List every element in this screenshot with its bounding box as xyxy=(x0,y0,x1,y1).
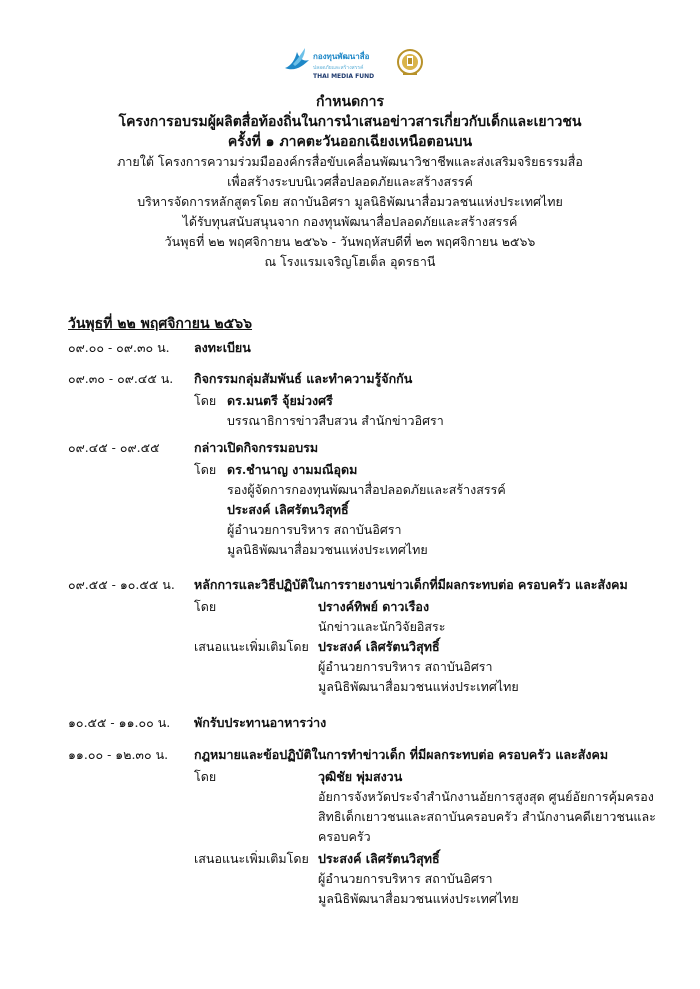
header-line: วันพุธที่ ๒๒ พฤศจิกายน ๒๕๖๖ - วันพฤหัสบดีที่ ๒๓ พฤศจิกายน ๒๕๖๖ xyxy=(164,234,536,249)
speaker-detail: ผู้อำนวยการบริหาร สถาบันอิศรา xyxy=(318,659,493,674)
speaker-role: เสนอแนะเพิ่มเติมโดย xyxy=(194,851,309,866)
schedule-topic: กฎหมายและข้อปฏิบัติในการทำข่าวเด็ก ที่มีผลกระทบต่อ ครอบครัว และสังคม xyxy=(194,747,609,762)
schedule-topic: กิจกรรมกลุ่มสัมพันธ์ และทำความรู้จักกัน xyxy=(194,371,413,386)
speaker-name: ประสงค์ เลิศรัตนวิสุทธิ์ xyxy=(227,502,349,517)
speaker-name: ปรางค์ทิพย์ ดาวเรือง xyxy=(318,599,430,614)
schedule-time: ๐๙.๓๐ - ๐๙.๔๕ น. xyxy=(68,371,174,386)
schedule-topic: พักรับประทานอาหารว่าง xyxy=(194,715,327,730)
schedule-topic: ลงทะเบียน xyxy=(194,340,251,355)
isra-seal-logo xyxy=(397,48,423,78)
speaker-detail: รองผู้จัดการกองทุนพัฒนาสื่อปลอดภัยและสร้างสรรค์ xyxy=(227,482,506,497)
speaker-role: โดย xyxy=(194,599,217,614)
speaker-name: ประสงค์ เลิศรัตนวิสุทธิ์ xyxy=(318,851,440,866)
schedule-topic: หลักการและวิธีปฏิบัติในการรายงานข่าวเด็กที่มีผลกระทบต่อ ครอบครัว และสังคม xyxy=(194,577,628,592)
schedule-time: ๑๑.๐๐ - ๑๒.๓๐ น. xyxy=(68,747,169,762)
fund-tagline-th: ปลอดภัยและสร้างสรรค์ xyxy=(313,65,364,71)
session-title: ครั้งที่ ๑ ภาคตะวันออกเฉียงเหนือตอนบน xyxy=(227,134,473,150)
speaker-detail: มูลนิธิพัฒนาสื่อมวชนแห่งประเทศไทย xyxy=(227,542,428,557)
speaker-role: โดย xyxy=(194,393,217,408)
speaker-role: โดย xyxy=(194,769,217,784)
speaker-detail: มูลนิธิพัฒนาสื่อมวชนแห่งประเทศไทย xyxy=(318,679,519,694)
speaker-detail: ผู้อำนวยการบริหาร สถาบันอิศรา xyxy=(227,522,402,537)
speaker-detail: นักข่าวและนักวิจัยอิสระ xyxy=(318,619,446,634)
thai-media-fund-logo xyxy=(283,46,395,88)
document-header xyxy=(0,92,700,272)
fund-name-en: THAI MEDIA FUND xyxy=(313,73,375,80)
header-line: บริหารจัดการหลักสูตรโดย สถาบันอิศรา มูลนิธิพัฒนาสื่อมวลชนแห่งประเทศไทย xyxy=(137,194,563,209)
speaker-name: ประสงค์ เลิศรัตนวิสุทธิ์ xyxy=(318,639,440,654)
speaker-name: ดร.มนตรี จุ้ยม่วงศรี xyxy=(227,393,333,408)
speaker-role: เสนอแนะเพิ่มเติมโดย xyxy=(194,639,309,654)
speaker-role: โดย xyxy=(194,462,217,477)
speaker-detail: อัยการจังหวัดประจำสำนักงานอัยการสูงสุด ศูนย์อัยการคุ้มครอง xyxy=(318,789,654,804)
speaker-name: วุฒิชัย พุ่มสงวน xyxy=(318,769,403,784)
bird-icon xyxy=(283,46,311,76)
schedule-time: ๐๙.๕๕ - ๑๐.๕๕ น. xyxy=(68,577,175,592)
schedule-time: ๐๙.๐๐ - ๐๙.๓๐ น. xyxy=(68,340,170,355)
speaker-name: ดร.ชำนาญ งามมณีอุดม xyxy=(227,462,358,477)
header-line: ณ โรงแรมเจริญโฮเต็ล อุดรธานี xyxy=(264,254,436,269)
document-title: กำหนดการ xyxy=(315,94,385,110)
speaker-detail: สิทธิเด็กเยาวชนและสถาบันครอบครัว สำนักงานคดีเยาวชนและ xyxy=(318,809,656,824)
header-line: เพื่อสร้างระบบนิเวศสื่อปลอดภัยและสร้างสรรค์ xyxy=(227,174,473,189)
header-line: ภายใต้ โครงการความร่วมมือองค์กรสื่อขับเคลื่อนพัฒนาวิชาชีพและส่งเสริมจริยธรรมสื่อ xyxy=(117,154,583,169)
project-title: โครงการอบรมผู้ผลิตสื่อท้องถิ่นในการนำเสนอข่าวสารเกี่ยวกับเด็กและเยาวชน xyxy=(118,114,582,130)
fund-name-th: กองทุนพัฒนาสื่อ xyxy=(313,52,370,61)
speaker-detail: มูลนิธิพัฒนาสื่อมวชนแห่งประเทศไทย xyxy=(318,891,519,906)
logo-bar xyxy=(0,46,700,88)
speaker-detail: บรรณาธิการข่าวสืบสวน สำนักข่าวอิศรา xyxy=(227,413,444,428)
schedule-topic: กล่าวเปิดกิจกรรมอบรม xyxy=(194,440,319,455)
header-line: ได้รับทุนสนับสนุนจาก กองทุนพัฒนาสื่อปลอดภัยและสร้างสรรค์ xyxy=(182,214,518,229)
schedule-time: ๐๙.๔๕ - ๐๙.๕๕ xyxy=(68,440,160,455)
speaker-detail: ครอบครัว xyxy=(318,829,371,844)
day-heading: วันพุธที่ ๒๒ พฤศจิกายน ๒๕๖๖ xyxy=(68,316,253,332)
schedule-time: ๑๐.๕๕ - ๑๑.๐๐ น. xyxy=(68,715,171,730)
speaker-detail: ผู้อำนวยการบริหาร สถาบันอิศรา xyxy=(318,871,493,886)
